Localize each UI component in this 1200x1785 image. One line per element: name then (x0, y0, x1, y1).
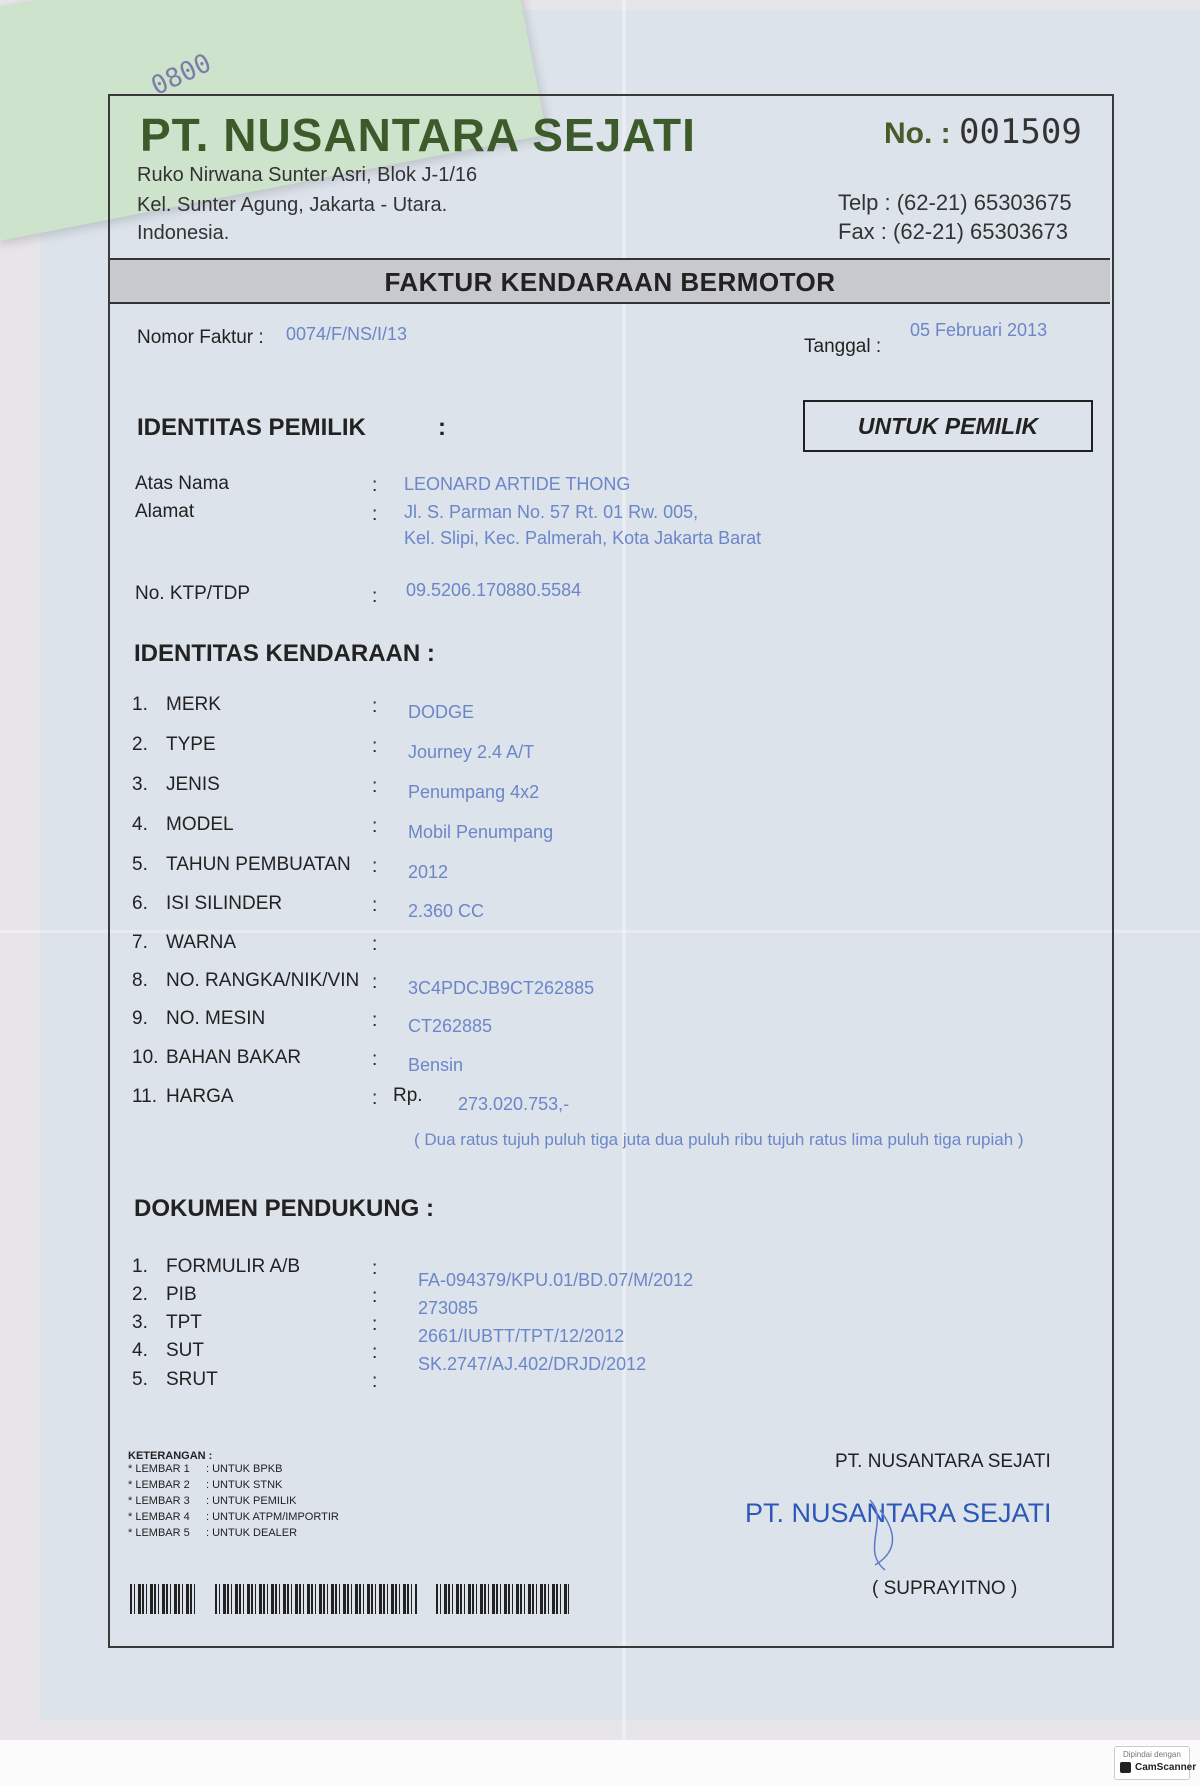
vehicle-item-label: WARNA (166, 932, 237, 953)
vehicle-item-value: Penumpang 4x2 (408, 782, 540, 802)
vehicle-item-number: 11. (132, 1086, 158, 1107)
document-item-label: TPT (166, 1312, 202, 1333)
company-stamp: PT. NUSANTARA SEJATI (745, 1498, 1052, 1528)
camscanner-watermark (1114, 1746, 1197, 1780)
note-description: : UNTUK BPKB (206, 1463, 283, 1475)
document-item-value: 2661/IUBTT/TPT/12/2012 (418, 1326, 625, 1346)
ktp-value: 09.5206.170880.5584 (406, 580, 582, 600)
note-description: : UNTUK ATPM/IMPORTIR (206, 1511, 339, 1523)
document-item-number: 2. (132, 1284, 148, 1305)
vehicle-item-label: HARGA (166, 1086, 234, 1107)
colon: : (372, 475, 378, 496)
vehicle-item-label: MODEL (166, 814, 234, 835)
document-item-label: PIB (166, 1284, 197, 1305)
vehicle-item-number: 8. (132, 970, 148, 991)
title-band (110, 258, 1110, 304)
vehicle-item-number: 2. (132, 734, 148, 755)
owner-name-label: Atas Nama (135, 473, 229, 494)
watermark-line-2: CamScanner (1135, 1762, 1197, 1773)
colon: : (372, 1010, 378, 1031)
document-item-value: 273085 (418, 1298, 479, 1318)
colon: : (372, 586, 378, 607)
document-item-number: 1. (132, 1256, 148, 1277)
colon: : (372, 816, 378, 837)
note-sheet: * LEMBAR 1 (128, 1463, 190, 1475)
document-item-value: FA-094379/KPU.01/BD.07/M/2012 (418, 1270, 694, 1290)
colon: : (372, 1258, 378, 1279)
owner-copy-label: UNTUK PEMILIK (857, 413, 1039, 439)
date-label: Tanggal : (804, 336, 882, 357)
colon: : (372, 504, 378, 525)
note-description: : UNTUK PEMILIK (206, 1495, 297, 1507)
signature-scribble-icon (850, 1490, 930, 1580)
watermark-line-1: Dipindai dengan (1123, 1750, 1181, 1759)
colon: : (372, 696, 378, 717)
note-sheet: * LEMBAR 4 (128, 1511, 190, 1523)
vehicle-section-heading: IDENTITAS KENDARAAN : (134, 640, 435, 667)
vehicle-item-number: 5. (132, 854, 148, 875)
colon: : (372, 736, 378, 757)
barcode (130, 1584, 196, 1614)
vehicle-item-label: ISI SILINDER (166, 893, 283, 914)
vehicle-item-value: 3C4PDCJB9CT262885 (408, 978, 595, 998)
document-item-label: SUT (166, 1340, 204, 1361)
handwritten-mark: 0800 (146, 48, 217, 102)
camscanner-logo-icon (1120, 1762, 1131, 1773)
vehicle-item-value: 2012 (408, 862, 449, 882)
invoice-number-value: 0074/F/NS/I/13 (286, 324, 408, 344)
signature-company: PT. NUSANTARA SEJATI (835, 1451, 1051, 1472)
owner-section-colon: : (438, 414, 446, 441)
colon: : (372, 1286, 378, 1307)
owner-copy-box (803, 400, 1093, 452)
colon: : (372, 1342, 378, 1363)
colon: : (372, 895, 378, 916)
vehicle-item-value: DODGE (408, 702, 475, 722)
vehicle-item-number: 6. (132, 893, 148, 914)
vehicle-item-label: NO. RANGKA/NIK/VIN (166, 970, 360, 991)
vehicle-item-value: 2.360 CC (408, 901, 485, 921)
address-line-1: Ruko Nirwana Sunter Asri, Blok J-1/16 (137, 164, 478, 186)
owner-section-heading: IDENTITAS PEMILIK (137, 414, 366, 441)
vehicle-item-value: Bensin (408, 1055, 464, 1075)
colon: : (372, 776, 378, 797)
vehicle-item-number: 1. (132, 694, 148, 715)
vehicle-item-label: NO. MESIN (166, 1008, 266, 1029)
document-number-value: 001509 (959, 112, 1082, 152)
fax-number: Fax : (62-21) 65303673 (838, 219, 1068, 244)
vehicle-item-number: 4. (132, 814, 148, 835)
signatory-name: ( SUPRAYITNO ) (872, 1578, 1018, 1599)
vehicle-item-value: Mobil Penumpang (408, 822, 554, 842)
vehicle-item-value: 273.020.753,- (458, 1094, 570, 1114)
owner-address-label: Alamat (135, 501, 195, 522)
colon: : (372, 1314, 378, 1335)
colon: : (372, 934, 378, 955)
document-item-number: 5. (132, 1369, 148, 1390)
currency-label: Rp. (393, 1085, 423, 1106)
colon: : (372, 972, 378, 993)
vehicle-item-number: 3. (132, 774, 148, 795)
vehicle-item-value: Journey 2.4 A/T (408, 742, 535, 762)
note-sheet: * LEMBAR 5 (128, 1527, 190, 1539)
vehicle-item-label: TYPE (166, 734, 216, 755)
owner-address-line-1: Jl. S. Parman No. 57 Rt. 01 Rw. 005, (404, 502, 699, 522)
invoice-number-label: Nomor Faktur : (137, 327, 264, 348)
vehicle-item-number: 7. (132, 932, 148, 953)
date-value: 05 Februari 2013 (910, 320, 1048, 340)
vehicle-item-number: 10. (132, 1047, 159, 1068)
price-in-words: ( Dua ratus tujuh puluh tiga juta dua puluh ribu tujuh ratus lima puluh tiga rupiah ) (414, 1130, 1024, 1149)
owner-name-value: LEONARD ARTIDE THONG (404, 474, 631, 494)
colon: : (372, 856, 378, 877)
colon: : (372, 1088, 378, 1109)
document-item-label: FORMULIR A/B (166, 1256, 301, 1277)
barcode (436, 1584, 569, 1614)
vehicle-item-label: JENIS (166, 774, 220, 795)
note-sheet: * LEMBAR 3 (128, 1495, 190, 1507)
address-line-3: Indonesia. (137, 222, 230, 244)
document-number (884, 112, 1082, 152)
vehicle-item-number: 9. (132, 1008, 148, 1029)
document-item-value: SK.2747/AJ.402/DRJD/2012 (418, 1354, 647, 1374)
document-item-number: 3. (132, 1312, 148, 1333)
notes-heading: KETERANGAN : (128, 1450, 213, 1462)
documents-section-heading: DOKUMEN PENDUKUNG : (134, 1195, 434, 1222)
vehicle-item-label: MERK (166, 694, 221, 715)
ktp-label: No. KTP/TDP (135, 583, 251, 604)
vehicle-item-label: TAHUN PEMBUATAN (166, 854, 351, 875)
owner-address-line-2: Kel. Slipi, Kec. Palmerah, Kota Jakarta Barat (404, 528, 762, 548)
colon: : (372, 1049, 378, 1070)
document-title: FAKTUR KENDARAAN BERMOTOR (384, 267, 836, 297)
note-description: : UNTUK DEALER (206, 1527, 298, 1539)
document-number-label: No. : (884, 117, 951, 150)
vehicle-item-label: BAHAN BAKAR (166, 1047, 302, 1068)
colon: : (372, 1371, 378, 1392)
document-item-number: 4. (132, 1340, 148, 1361)
phone-number: Telp : (62-21) 65303675 (838, 190, 1072, 215)
company-name: PT. NUSANTARA SEJATI (140, 109, 696, 161)
document-item-label: SRUT (166, 1369, 218, 1390)
address-line-2: Kel. Sunter Agung, Jakarta - Utara. (137, 194, 448, 216)
note-description: : UNTUK STNK (206, 1479, 283, 1491)
barcode (215, 1584, 417, 1614)
vehicle-item-value: CT262885 (408, 1016, 493, 1036)
note-sheet: * LEMBAR 2 (128, 1479, 190, 1491)
